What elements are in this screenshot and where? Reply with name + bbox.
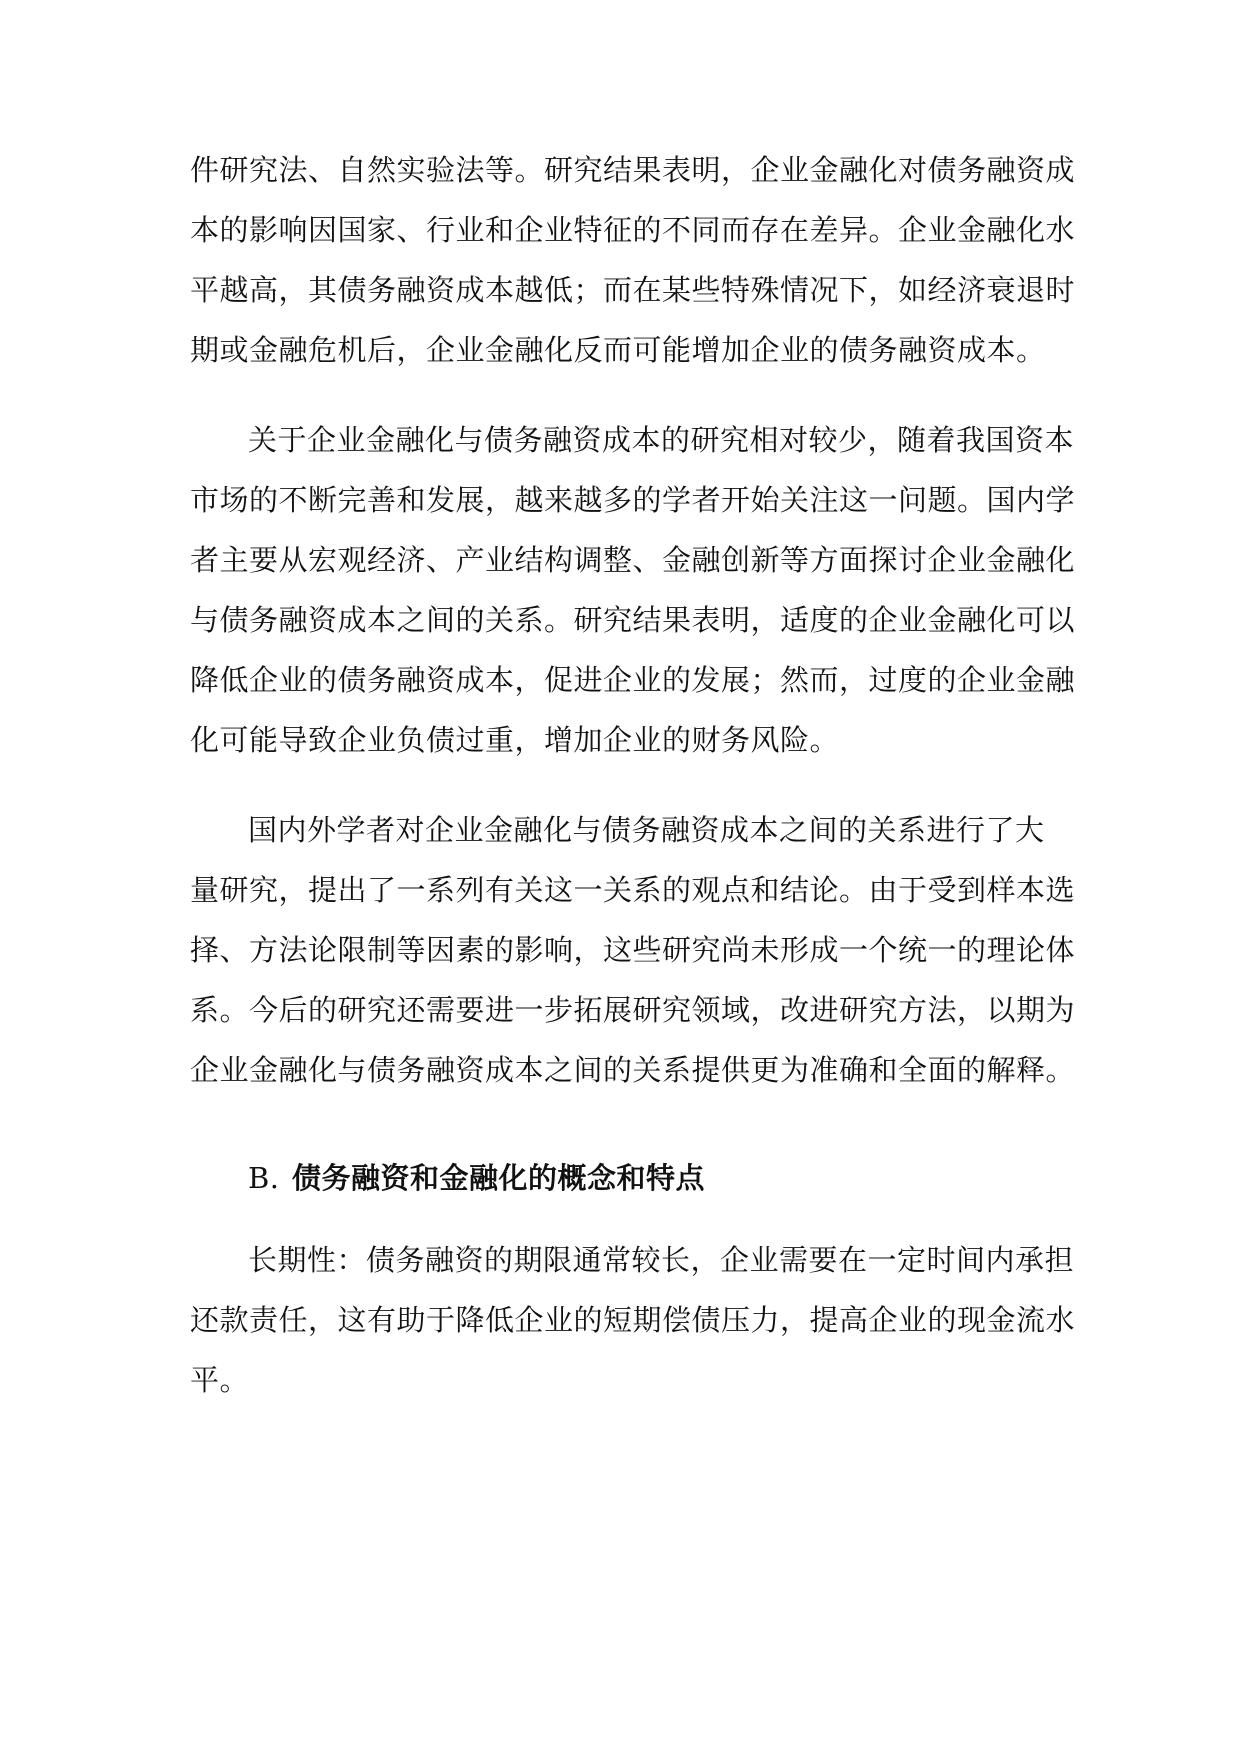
paragraph-line: 长期性：债务融资的期限通常较长，企业需要在一定时间内承担 [248, 1243, 1075, 1277]
section-number: B. [248, 1161, 280, 1195]
section-paragraph [190, 1230, 1076, 1410]
paragraph-line: 降低企业的债务融资成本，促进企业的发展；然而，过度的企业金融 [190, 663, 1076, 697]
paragraph-3 [190, 800, 1076, 1100]
paragraph-line: 系。今后的研究还需要进一步拓展研究领域，改进研究方法，以期为 [190, 993, 1076, 1027]
paragraph-line: 择、方法论限制等因素的影响，这些研究尚未形成一个统一的理论体 [190, 933, 1076, 967]
paragraph-line: 化可能导致企业负债过重，增加企业的财务风险。 [190, 723, 840, 757]
paragraph-1 [190, 140, 1076, 380]
paragraph-line: 平越高，其债务融资成本越低；而在某些特殊情况下，如经济衰退时 [190, 273, 1076, 307]
paragraph-line: 本的影响因国家、行业和企业特征的不同而存在差异。企业金融化水 [190, 213, 1076, 247]
section-title: 债务融资和金融化的概念和特点 [292, 1161, 706, 1195]
paragraph-line: 企业金融化与债务融资成本之间的关系提供更为准确和全面的解释。 [190, 1053, 1076, 1087]
paragraph-line: 关于企业金融化与债务融资成本的研究相对较少，随着我国资本 [248, 423, 1075, 457]
paragraph-line: 市场的不断完善和发展，越来越多的学者开始关注这一问题。国内学 [190, 483, 1076, 517]
document-body [190, 140, 1076, 1410]
paragraph-line: 国内外学者对企业金融化与债务融资成本之间的关系进行了大 [248, 813, 1045, 847]
paragraph-line: 还款责任，这有助于降低企业的短期偿债压力，提高企业的现金流水 [190, 1303, 1076, 1337]
paragraph-line: 者主要从宏观经济、产业结构调整、金融创新等方面探讨企业金融化 [190, 543, 1076, 577]
paragraph-line: 期或金融危机后，企业金融化反而可能增加企业的债务融资成本。 [190, 333, 1046, 367]
paragraph-line: 量研究，提出了一系列有关这一关系的观点和结论。由于受到样本选 [190, 873, 1076, 907]
paragraph-line: 件研究法、自然实验法等。研究结果表明，企业金融化对债务融资成 [190, 153, 1076, 187]
section-heading [190, 1148, 1060, 1208]
paragraph-line: 平。 [190, 1363, 250, 1397]
paragraph-line: 与债务融资成本之间的关系。研究结果表明，适度的企业金融化可以 [190, 603, 1076, 637]
paragraph-2 [190, 410, 1076, 770]
